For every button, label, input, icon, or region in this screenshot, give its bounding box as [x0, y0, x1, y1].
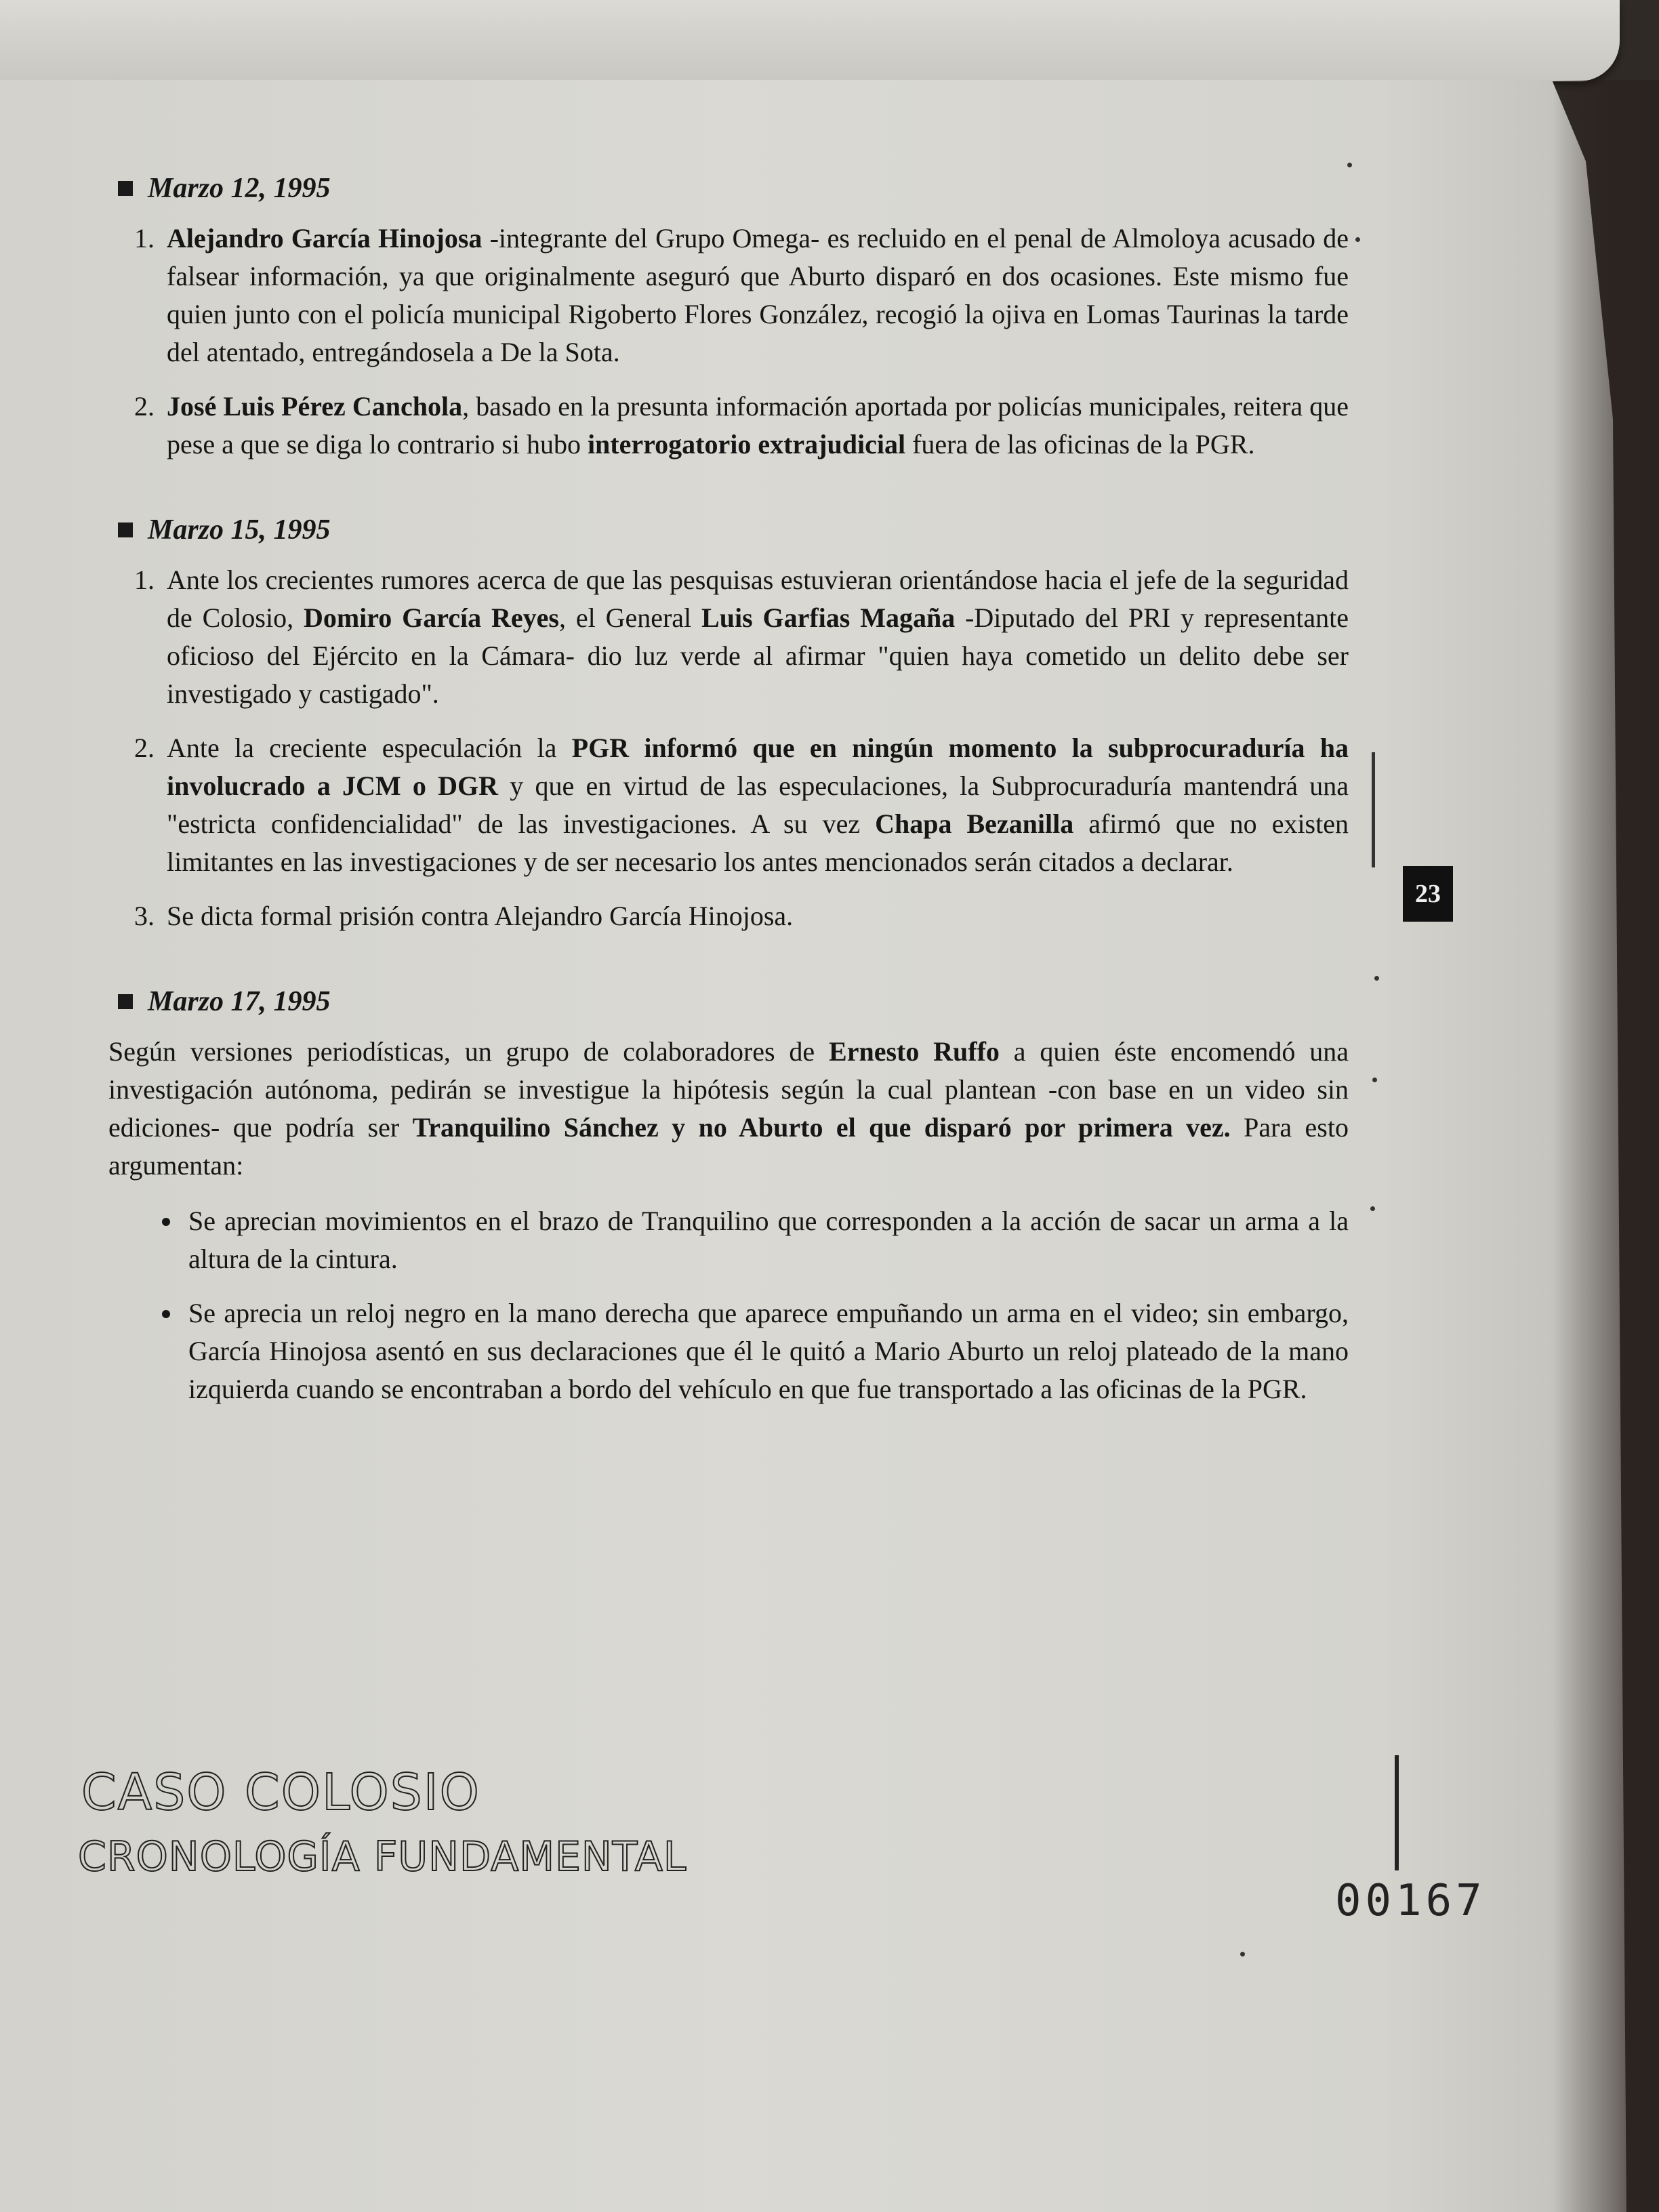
- margin-mark: [1395, 1755, 1399, 1870]
- list-item: [161, 897, 1349, 935]
- text: a quien éste encomendó una investigación autónoma, pedirán se investigue la hipótesis según la cual plantean -con base en un video sin ediciones- que podría ser: [108, 1036, 1349, 1143]
- text: Para esto argumentan:: [108, 1112, 1349, 1181]
- bullet-list: [108, 1202, 1349, 1408]
- list-item: [161, 561, 1349, 713]
- bold-text: Luis Garfias Magaña: [701, 602, 956, 633]
- text: y que en virtud de las especulaciones, la Subprocuraduría mantendrá una "estricta confidencialidad" de las investigaciones. A su vez: [167, 771, 1349, 839]
- bold-text: Tranquilino Sánchez y no Aburto el que disparó por primera vez.: [412, 1112, 1231, 1143]
- margin-dot: [1355, 237, 1360, 242]
- bold-text: Alejandro García Hinojosa: [167, 223, 483, 253]
- text: -integrante del Grupo Omega- es recluido en el penal de Almoloya acusado de falsear información, ya que originalmente aseguró que Aburto disparó en dos ocasiones. Este mismo fue quien junto con el policía municipal Rigoberto Flores González, recogió la ojiva en Lomas Taurinas la tarde del atentado, entregándosela a De la Sota.: [167, 223, 1349, 367]
- numbered-list: [108, 220, 1349, 464]
- margin-dot: [1347, 163, 1352, 167]
- document-body: [108, 169, 1349, 1456]
- square-bullet-icon: [118, 523, 133, 537]
- margin-dot: [1240, 1952, 1245, 1957]
- text: Ante la creciente especulación la: [167, 733, 572, 763]
- bold-text: José Luis Pérez Canchola: [167, 391, 463, 422]
- section-march-15: [108, 511, 1349, 935]
- text: , basado en la presunta información aportada por policías municipales, reitera que pese a que se diga lo contrario si hubo: [167, 391, 1349, 459]
- intro-paragraph: [108, 1033, 1349, 1185]
- list-item: [161, 729, 1349, 881]
- section-march-12: [108, 169, 1349, 464]
- previous-page-edge: [0, 0, 1620, 81]
- section-march-17: [108, 983, 1349, 1408]
- bold-text: Domiro García Reyes: [303, 602, 559, 633]
- document-number: 00167: [1335, 1876, 1486, 1926]
- section-date: [118, 511, 1349, 549]
- text: afirmó que no existen limitantes en las investigaciones y de ser necesario los antes mencionados serán citados a declarar.: [167, 808, 1349, 877]
- numbered-list: [108, 561, 1349, 935]
- footer-title: CASO COLOSIO: [81, 1763, 480, 1822]
- margin-dot: [1374, 976, 1379, 981]
- margin-mark: [1372, 752, 1375, 867]
- bullet-item: • Se aprecia un reloj negro en la mano derecha que aparece empuñando un arma en el video; sin embargo, García Hinojosa asentó en sus declaraciones que él le quitó a Mario Aburto un reloj plateado de la mano izquierda cuando se encontraban a bordo del vehículo en que fue transportado a las oficinas de la PGR.: [183, 1294, 1349, 1408]
- date-text: Marzo 17, 1995: [148, 986, 331, 1017]
- margin-dot: [1372, 1078, 1377, 1082]
- footer-subtitle: CRONOLOGÍA FUNDAMENTAL: [78, 1833, 687, 1881]
- bold-text: Ernesto Ruffo: [829, 1036, 1000, 1067]
- bold-text: interrogatorio extrajudicial: [587, 429, 906, 459]
- date-text: Marzo 15, 1995: [148, 514, 331, 546]
- section-date: [118, 983, 1349, 1021]
- margin-dot: [1370, 1206, 1375, 1211]
- section-date: [118, 169, 1349, 207]
- text: -Diputado del PRI y representante oficioso del Ejército en la Cámara- dio luz verde al afirmar "quien haya cometido un delito debe ser investigado y castigado".: [167, 602, 1349, 709]
- page-number: 23: [1403, 866, 1453, 922]
- page-curve-shadow: [1552, 80, 1659, 2212]
- square-bullet-icon: [118, 181, 133, 196]
- text: fuera de las oficinas de la PGR.: [905, 429, 1255, 459]
- text: Ante los crecientes rumores acerca de que las pesquisas estuvieran orientándose hacia el jefe de la seguridad de Colosio,: [167, 565, 1349, 633]
- bullet-item: • Se aprecian movimientos en el brazo de Tranquilino que corresponden a la acción de sacar un arma a la altura de la cintura.: [183, 1202, 1349, 1278]
- text: Se dicta formal prisión contra Alejandro García Hinojosa.: [167, 901, 794, 931]
- list-item: [161, 388, 1349, 464]
- date-text: Marzo 12, 1995: [148, 173, 331, 204]
- bold-text: Chapa Bezanilla: [875, 808, 1074, 839]
- text: Según versiones periodísticas, un grupo de colaboradores de: [108, 1036, 830, 1067]
- list-item: [161, 220, 1349, 371]
- bold-text: PGR informó que en ningún momento la subprocuraduría ha involucrado a JCM o DGR: [167, 733, 1349, 801]
- text: , el General: [559, 602, 702, 633]
- square-bullet-icon: [118, 994, 133, 1009]
